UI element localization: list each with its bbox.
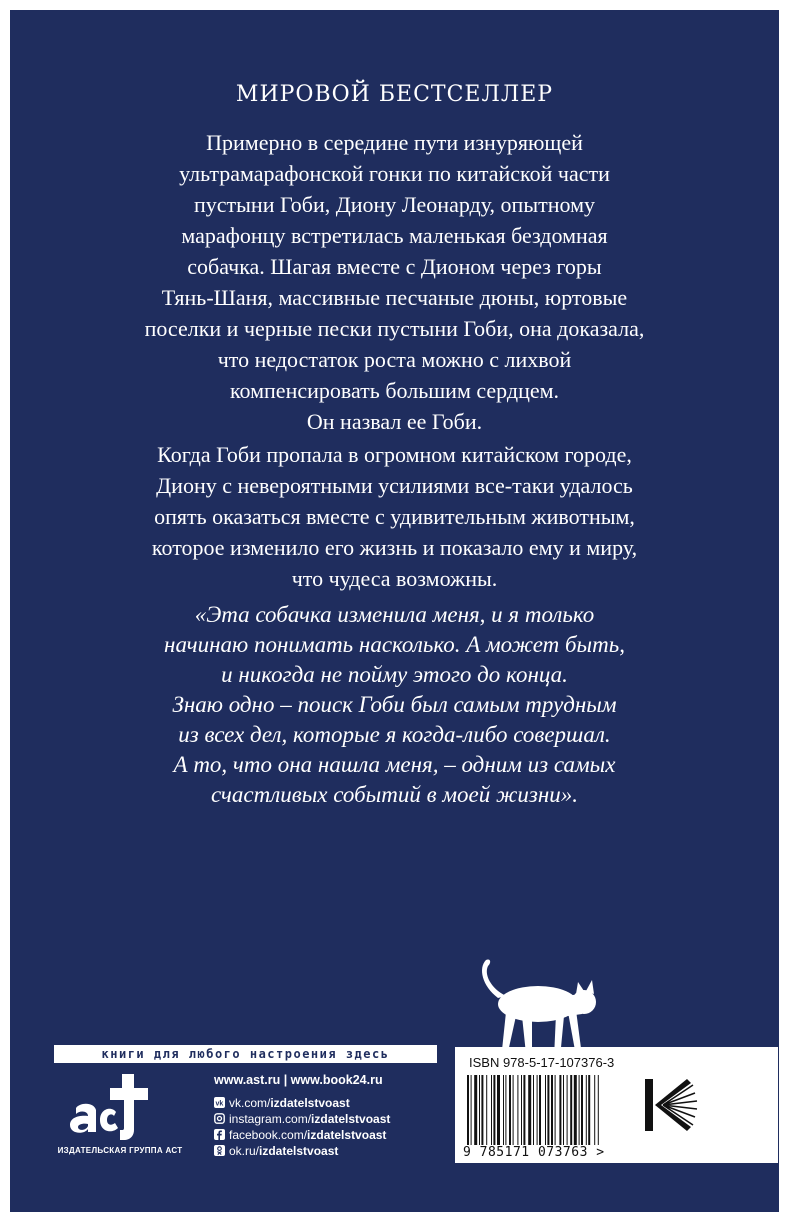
social-handle: izdatelstvoast — [307, 1128, 387, 1142]
isbn-number: ISBN 978-5-17-107376-3 — [469, 1055, 615, 1070]
barcode-bar — [563, 1075, 564, 1145]
social-link-facebook[interactable] — [214, 1127, 390, 1143]
paragraph-line: марафонцу встретилась маленькая бездомная — [181, 223, 608, 248]
barcode-bar — [523, 1075, 525, 1145]
barcode-bar — [481, 1075, 483, 1145]
quote-line: А то, что она нашла меня, – одним из самых — [173, 752, 616, 777]
publisher-caption: ИЗДАТЕЛЬСКАЯ ГРУППА АСТ — [57, 1146, 183, 1155]
barcode-bar — [509, 1075, 511, 1145]
isbn-block — [455, 1047, 778, 1163]
facebook-icon — [214, 1129, 225, 1140]
barcode-bar — [521, 1075, 522, 1145]
social-prefix: vk.com/ — [229, 1096, 271, 1110]
paragraph-line: опять оказаться вместе с удивительным животным, — [154, 504, 635, 529]
barcode-bar — [555, 1075, 556, 1145]
social-prefix: ok.ru/ — [229, 1144, 260, 1158]
publisher-websites[interactable]: www.ast.ru | www.book24.ru — [214, 1073, 383, 1087]
social-link-vk[interactable] — [214, 1095, 390, 1111]
paragraph-line: что чудеса возможны. — [291, 566, 498, 591]
social-link-instagram[interactable] — [214, 1111, 390, 1127]
paragraph-line: которое изменило его жизнь и показало ему и миру, — [151, 535, 638, 560]
quote-line: Знаю одно – поиск Гоби был самым трудным — [172, 692, 617, 717]
barcode-bar — [598, 1075, 599, 1145]
paragraph-line: компенсировать большим сердцем. — [229, 378, 560, 403]
barcode-bar — [559, 1075, 561, 1145]
description-paragraph-1 — [50, 127, 739, 437]
barcode-bar — [505, 1075, 506, 1145]
tagline-banner: книги для любого настроения здесь — [54, 1045, 437, 1063]
barcode-bar — [545, 1075, 546, 1145]
paragraph-line: что недостаток роста можно с лихвой — [217, 347, 572, 372]
bestseller-heading: МИРОВОЙ БЕСТСЕЛЛЕР — [235, 82, 554, 107]
paragraph-line: пустыни Гоби, Диону Леонарду, опытному — [193, 192, 595, 217]
barcode-bar — [474, 1075, 477, 1145]
vk-icon — [214, 1097, 225, 1108]
barcode-bar — [537, 1075, 538, 1145]
paragraph-line: Он назвал ее Гоби. — [306, 409, 483, 434]
barcode-bar — [497, 1075, 500, 1145]
paragraph-line: Примерно в середине пути изнуряющей — [206, 130, 583, 155]
quote-line: счастливых событий в моей жизни». — [211, 782, 578, 807]
social-link-odnoklassniki[interactable] — [214, 1143, 390, 1159]
paragraph-line: поселки и черные пески пустыни Гоби, она доказала, — [144, 316, 645, 341]
social-handle: izdatelstvoast — [311, 1112, 391, 1126]
paragraph-line: собачка. Шагая вместе с Дионом через горы — [187, 254, 602, 279]
barcode-bar — [539, 1075, 541, 1145]
barcode-bar — [467, 1075, 469, 1145]
barcode-bar — [594, 1075, 595, 1145]
odnoklassniki-icon — [214, 1145, 225, 1156]
barcode-bar — [588, 1075, 590, 1145]
paragraph-line: Тянь-Шаня, массивные песчаные дюны, юртовые — [161, 285, 628, 310]
quote-line: и никогда не пойму этого до конца. — [221, 662, 568, 687]
social-prefix: instagram.com/ — [229, 1112, 312, 1126]
barcode-bar — [574, 1075, 577, 1145]
barcode-bar — [586, 1075, 587, 1145]
social-links — [214, 1095, 390, 1159]
barcode-bar — [579, 1075, 580, 1145]
back-cover — [10, 10, 779, 1212]
barcode-bar — [503, 1075, 504, 1145]
barcode-bar — [471, 1075, 472, 1145]
ast-logo-icon — [68, 1072, 158, 1142]
barcode-bar — [533, 1075, 534, 1145]
author-quote — [70, 600, 719, 810]
barcode-bar — [567, 1075, 568, 1145]
barcode-bar — [528, 1075, 531, 1145]
paragraph-line: Когда Гоби пропала в огромном китайском городе, — [157, 442, 632, 467]
barcode-bar — [570, 1075, 572, 1145]
social-handle: izdatelstvoast — [259, 1144, 339, 1158]
svg-text:vk: vk — [215, 1100, 224, 1108]
social-prefix: facebook.com/ — [229, 1128, 308, 1142]
paragraph-line: Диону с невероятными усилиями все-таки удалось — [156, 473, 633, 498]
quote-line: начинаю понимать насколько. А может быть, — [164, 632, 625, 657]
instagram-icon — [214, 1113, 225, 1124]
barcode-bar — [491, 1075, 492, 1145]
quote-line: из всех дел, которые я когда-либо совершал. — [178, 722, 611, 747]
barcode-bar — [493, 1075, 495, 1145]
social-handle: izdatelstvoast — [270, 1096, 350, 1110]
barcode-digits: 9 785171 073763 > — [463, 1145, 605, 1160]
barcode-bar — [581, 1075, 583, 1145]
barcode-bar — [479, 1075, 480, 1145]
barcode-icon — [467, 1075, 639, 1145]
barcode-bar — [513, 1075, 514, 1145]
barcode-bar — [547, 1075, 549, 1145]
barcode-bar — [486, 1075, 487, 1145]
barcode-bar — [517, 1075, 518, 1145]
quote-line: «Эта собачка изменила меня, и я только — [194, 602, 595, 627]
paragraph-line: ультрамарафонской гонки по китайской части — [179, 161, 610, 186]
description-paragraph-2 — [50, 439, 739, 594]
barcode-bar — [551, 1075, 553, 1145]
publisher-k-logo-icon — [643, 1077, 699, 1133]
